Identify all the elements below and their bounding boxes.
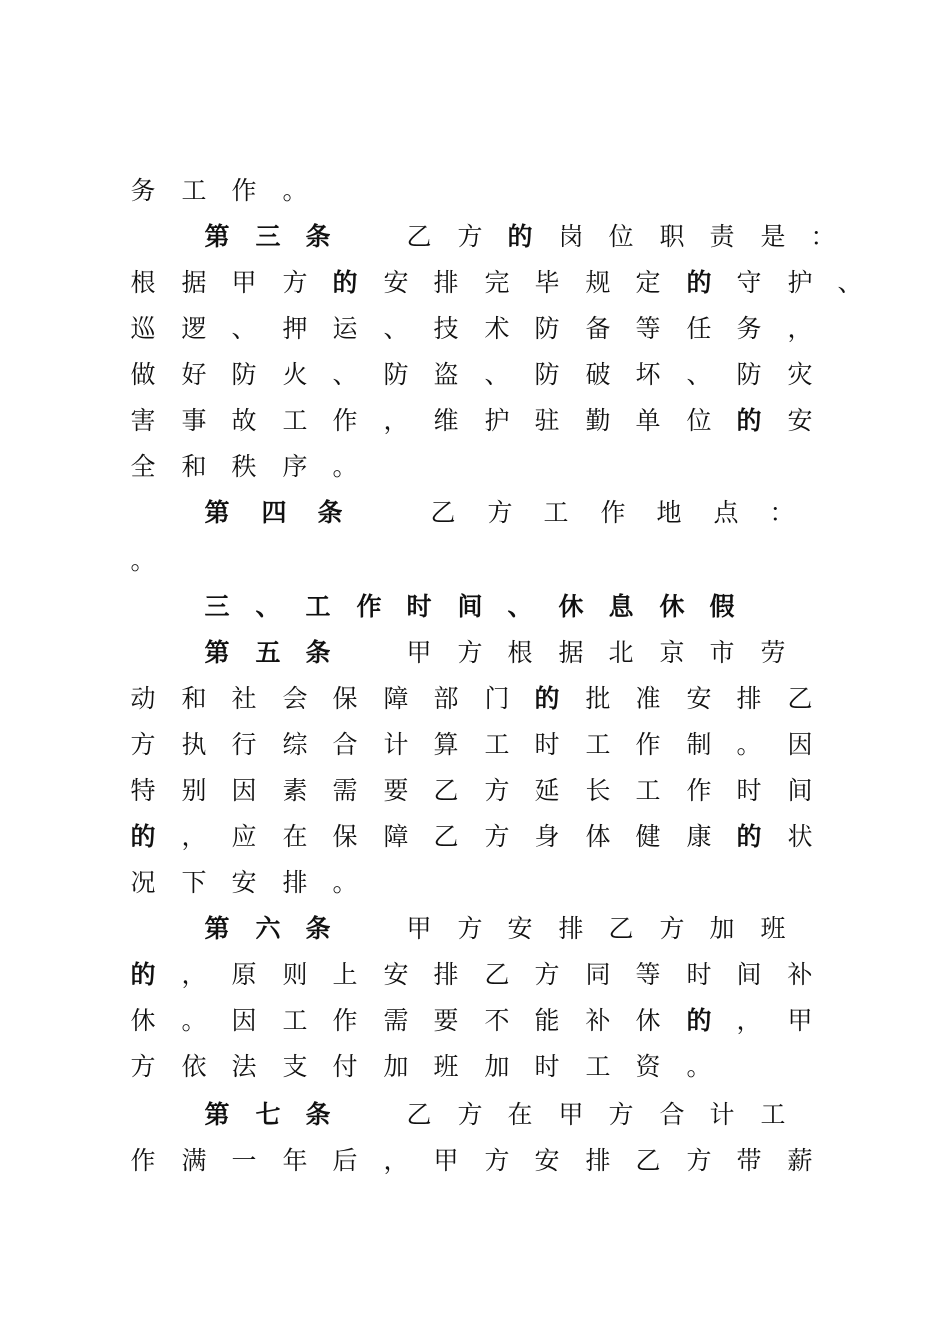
glyph: 乙 xyxy=(433,822,459,851)
glyph: 任 xyxy=(686,314,712,343)
glyph: 特 xyxy=(130,776,156,805)
glyph: 条 xyxy=(305,1100,331,1129)
glyph: 薪 xyxy=(787,1146,813,1175)
glyph: 岗 xyxy=(558,222,584,251)
glyph: 下 xyxy=(181,868,207,897)
glyph: 方 xyxy=(686,1146,712,1175)
glyph: 支 xyxy=(282,1052,308,1081)
glyph: 休 xyxy=(659,592,685,621)
glyph: 乙 xyxy=(787,684,813,713)
glyph: 、 xyxy=(507,592,533,621)
glyph: 安 xyxy=(534,1146,560,1175)
glyph: 乙 xyxy=(608,914,634,943)
glyph: 作 xyxy=(635,730,661,759)
glyph: 乙 xyxy=(433,776,459,805)
glyph: 原 xyxy=(231,960,257,989)
glyph: 准 xyxy=(635,684,661,713)
glyph: 和 xyxy=(181,452,207,481)
glyph: 年 xyxy=(282,1146,308,1175)
glyph: 补 xyxy=(585,1006,611,1035)
glyph: 的 xyxy=(507,222,533,251)
glyph: 方 xyxy=(484,776,510,805)
glyph: 、 xyxy=(231,314,257,343)
glyph: 条 xyxy=(317,498,343,527)
glyph: 满 xyxy=(181,1146,207,1175)
glyph: ， xyxy=(736,1006,762,1035)
glyph: 根 xyxy=(130,268,156,297)
glyph: 批 xyxy=(585,684,611,713)
glyph: 上 xyxy=(332,960,358,989)
glyph: 事 xyxy=(181,406,207,435)
glyph: 地 xyxy=(656,498,682,527)
glyph: 逻 xyxy=(181,314,207,343)
glyph: 方 xyxy=(282,268,308,297)
glyph: 执 xyxy=(181,730,207,759)
glyph: 障 xyxy=(383,822,409,851)
glyph: 术 xyxy=(484,314,510,343)
glyph: 作 xyxy=(356,592,382,621)
glyph: 保 xyxy=(332,684,358,713)
glyph: 位 xyxy=(686,406,712,435)
glyph: 甲 xyxy=(558,1100,584,1129)
glyph: 息 xyxy=(608,592,634,621)
glyph: 班 xyxy=(760,914,786,943)
glyph: 障 xyxy=(383,684,409,713)
glyph: 假 xyxy=(709,592,735,621)
glyph: 时 xyxy=(736,776,762,805)
glyph: 勤 xyxy=(585,406,611,435)
glyph: 加 xyxy=(383,1052,409,1081)
glyph: 六 xyxy=(255,914,281,943)
glyph: ： xyxy=(810,222,836,251)
glyph: 因 xyxy=(787,730,813,759)
glyph: 毕 xyxy=(534,268,560,297)
glyph: 是 xyxy=(760,222,786,251)
glyph: 排 xyxy=(282,868,308,897)
glyph: 防 xyxy=(534,360,560,389)
glyph: 京 xyxy=(659,638,685,667)
glyph: 时 xyxy=(686,960,712,989)
glyph: 延 xyxy=(534,776,560,805)
glyph: 方 xyxy=(608,1100,634,1129)
glyph: 完 xyxy=(484,268,510,297)
glyph: 门 xyxy=(484,684,510,713)
glyph: 因 xyxy=(231,1006,257,1035)
glyph: 方 xyxy=(457,1100,483,1129)
glyph: 据 xyxy=(558,638,584,667)
glyph: 排 xyxy=(558,914,584,943)
glyph: 会 xyxy=(282,684,308,713)
glyph: 方 xyxy=(457,222,483,251)
glyph: 需 xyxy=(383,1006,409,1035)
glyph: ， xyxy=(787,314,813,343)
glyph: 方 xyxy=(534,960,560,989)
glyph: 护 xyxy=(484,406,510,435)
glyph: 点 xyxy=(713,498,739,527)
glyph: 等 xyxy=(635,960,661,989)
glyph: 乙 xyxy=(635,1146,661,1175)
glyph: 防 xyxy=(231,360,257,389)
glyph: 方 xyxy=(659,914,685,943)
glyph: 。 xyxy=(332,452,358,481)
glyph: 维 xyxy=(433,406,459,435)
glyph: 三 xyxy=(204,592,230,621)
glyph: 体 xyxy=(585,822,611,851)
glyph: 带 xyxy=(736,1146,762,1175)
glyph: 工 xyxy=(760,1100,786,1129)
glyph: 甲 xyxy=(231,268,257,297)
glyph: ， xyxy=(383,406,409,435)
glyph: 甲 xyxy=(406,638,432,667)
glyph: 状 xyxy=(787,822,813,851)
glyph: 需 xyxy=(332,776,358,805)
glyph: 排 xyxy=(433,960,459,989)
glyph: 制 xyxy=(686,730,712,759)
glyph: 一 xyxy=(231,1146,257,1175)
glyph: 工 xyxy=(181,176,207,205)
glyph: 条 xyxy=(305,638,331,667)
glyph: 加 xyxy=(484,1052,510,1081)
glyph: 合 xyxy=(659,1100,685,1129)
glyph: 休 xyxy=(558,592,584,621)
glyph: 。 xyxy=(736,730,762,759)
glyph: ， xyxy=(181,822,207,851)
glyph: 安 xyxy=(787,406,813,435)
glyph: 的 xyxy=(332,268,358,297)
glyph: 定 xyxy=(635,268,661,297)
glyph: 、 xyxy=(837,268,863,297)
glyph: 况 xyxy=(130,868,156,897)
glyph: 因 xyxy=(231,776,257,805)
glyph: 北 xyxy=(608,638,634,667)
glyph: 算 xyxy=(433,730,459,759)
glyph: 付 xyxy=(332,1052,358,1081)
glyph: 、 xyxy=(484,360,510,389)
glyph: 身 xyxy=(534,822,560,851)
glyph: 作 xyxy=(130,1146,156,1175)
glyph: 全 xyxy=(130,452,156,481)
glyph: 综 xyxy=(282,730,308,759)
glyph: 康 xyxy=(686,822,712,851)
glyph: 加 xyxy=(709,914,735,943)
glyph: 安 xyxy=(686,684,712,713)
glyph: 火 xyxy=(282,360,308,389)
glyph: 方 xyxy=(484,822,510,851)
glyph: 规 xyxy=(585,268,611,297)
glyph: 的 xyxy=(130,822,156,851)
glyph: 方 xyxy=(130,730,156,759)
glyph: 七 xyxy=(255,1100,281,1129)
glyph: 四 xyxy=(261,498,287,527)
glyph: 。 xyxy=(130,546,156,575)
glyph: 、 xyxy=(383,314,409,343)
glyph: 计 xyxy=(709,1100,735,1129)
glyph: 资 xyxy=(635,1052,661,1081)
glyph: 灾 xyxy=(787,360,813,389)
glyph: 工 xyxy=(484,730,510,759)
glyph: 防 xyxy=(534,314,560,343)
glyph: 应 xyxy=(231,822,257,851)
glyph: 护 xyxy=(787,268,813,297)
glyph: 和 xyxy=(181,684,207,713)
glyph: 长 xyxy=(585,776,611,805)
glyph: 在 xyxy=(507,1100,533,1129)
glyph: 休 xyxy=(635,1006,661,1035)
glyph: 务 xyxy=(736,314,762,343)
glyph: 间 xyxy=(457,592,483,621)
glyph: 要 xyxy=(383,776,409,805)
glyph: 。 xyxy=(332,868,358,897)
glyph: 素 xyxy=(282,776,308,805)
glyph: 甲 xyxy=(787,1006,813,1035)
glyph: 方 xyxy=(457,638,483,667)
glyph: 工 xyxy=(585,1052,611,1081)
glyph: 作 xyxy=(686,776,712,805)
glyph: 排 xyxy=(433,268,459,297)
glyph: 第 xyxy=(204,914,230,943)
glyph: 甲 xyxy=(406,914,432,943)
glyph: 根 xyxy=(507,638,533,667)
glyph: 技 xyxy=(433,314,459,343)
glyph: 安 xyxy=(383,960,409,989)
glyph: 时 xyxy=(406,592,432,621)
glyph: 第 xyxy=(204,1100,230,1129)
glyph: 能 xyxy=(534,1006,560,1035)
glyph: 排 xyxy=(585,1146,611,1175)
glyph: 劳 xyxy=(760,638,786,667)
glyph: 运 xyxy=(332,314,358,343)
glyph: 三 xyxy=(255,222,281,251)
glyph: 工 xyxy=(585,730,611,759)
glyph: 方 xyxy=(457,914,483,943)
glyph: 、 xyxy=(332,360,358,389)
glyph: 等 xyxy=(635,314,661,343)
glyph: 健 xyxy=(635,822,661,851)
glyph: 工 xyxy=(543,498,569,527)
glyph: 第 xyxy=(204,222,230,251)
glyph: 责 xyxy=(709,222,735,251)
glyph: 的 xyxy=(686,268,712,297)
glyph: 五 xyxy=(255,638,281,667)
glyph: 间 xyxy=(787,776,813,805)
glyph: 好 xyxy=(181,360,207,389)
glyph: 方 xyxy=(484,1146,510,1175)
glyph: 部 xyxy=(433,684,459,713)
glyph: 据 xyxy=(181,268,207,297)
glyph: 排 xyxy=(736,684,762,713)
glyph: 乙 xyxy=(484,960,510,989)
glyph: 在 xyxy=(282,822,308,851)
glyph: 乙 xyxy=(406,222,432,251)
glyph: 工 xyxy=(282,406,308,435)
glyph: 务 xyxy=(130,176,156,205)
glyph: 条 xyxy=(305,222,331,251)
glyph: 安 xyxy=(383,268,409,297)
glyph: 作 xyxy=(600,498,626,527)
glyph: 害 xyxy=(130,406,156,435)
glyph: 市 xyxy=(709,638,735,667)
glyph: 依 xyxy=(181,1052,207,1081)
glyph: 、 xyxy=(255,592,281,621)
glyph: 合 xyxy=(332,730,358,759)
glyph: 保 xyxy=(332,822,358,851)
glyph: 秩 xyxy=(231,452,257,481)
glyph: 作 xyxy=(231,176,257,205)
glyph: 动 xyxy=(130,684,156,713)
glyph: 乙 xyxy=(430,498,456,527)
glyph: 安 xyxy=(507,914,533,943)
glyph: 坏 xyxy=(635,360,661,389)
glyph: 工 xyxy=(305,592,331,621)
glyph: 作 xyxy=(332,406,358,435)
glyph: 别 xyxy=(181,776,207,805)
glyph: 计 xyxy=(383,730,409,759)
glyph: 的 xyxy=(686,1006,712,1035)
glyph: 序 xyxy=(282,452,308,481)
glyph: 故 xyxy=(231,406,257,435)
glyph: 休 xyxy=(130,1006,156,1035)
glyph: 。 xyxy=(181,1006,207,1035)
glyph: 的 xyxy=(736,822,762,851)
glyph: 间 xyxy=(736,960,762,989)
glyph: 行 xyxy=(231,730,257,759)
glyph: 则 xyxy=(282,960,308,989)
glyph: 乙 xyxy=(406,1100,432,1129)
glyph: 。 xyxy=(686,1052,712,1081)
glyph: 防 xyxy=(736,360,762,389)
glyph: 守 xyxy=(736,268,762,297)
glyph: 补 xyxy=(787,960,813,989)
glyph: 安 xyxy=(231,868,257,897)
glyph: 工 xyxy=(635,776,661,805)
glyph: 班 xyxy=(433,1052,459,1081)
glyph: 第 xyxy=(204,638,230,667)
glyph: 时 xyxy=(534,1052,560,1081)
glyph: 条 xyxy=(305,914,331,943)
glyph: 要 xyxy=(433,1006,459,1035)
glyph: 巡 xyxy=(130,314,156,343)
glyph: 作 xyxy=(332,1006,358,1035)
glyph: 工 xyxy=(282,1006,308,1035)
glyph: 职 xyxy=(659,222,685,251)
glyph: 方 xyxy=(487,498,513,527)
glyph: 不 xyxy=(484,1006,510,1035)
glyph: 防 xyxy=(383,360,409,389)
glyph: 、 xyxy=(686,360,712,389)
glyph: 同 xyxy=(585,960,611,989)
glyph: 甲 xyxy=(433,1146,459,1175)
glyph: 法 xyxy=(231,1052,257,1081)
glyph: ， xyxy=(181,960,207,989)
glyph: 后 xyxy=(332,1146,358,1175)
glyph: ， xyxy=(383,1146,409,1175)
glyph: 方 xyxy=(130,1052,156,1081)
glyph: 驻 xyxy=(534,406,560,435)
glyph: 的 xyxy=(534,684,560,713)
glyph: 盗 xyxy=(433,360,459,389)
glyph: 的 xyxy=(130,960,156,989)
glyph: 时 xyxy=(534,730,560,759)
glyph: 位 xyxy=(608,222,634,251)
glyph: 第 xyxy=(204,498,230,527)
glyph: 社 xyxy=(231,684,257,713)
glyph: ： xyxy=(769,498,795,527)
glyph: 备 xyxy=(585,314,611,343)
glyph: 单 xyxy=(635,406,661,435)
glyph: 押 xyxy=(282,314,308,343)
glyph: 的 xyxy=(736,406,762,435)
glyph: 。 xyxy=(282,176,308,205)
glyph: 破 xyxy=(585,360,611,389)
glyph: 做 xyxy=(130,360,156,389)
